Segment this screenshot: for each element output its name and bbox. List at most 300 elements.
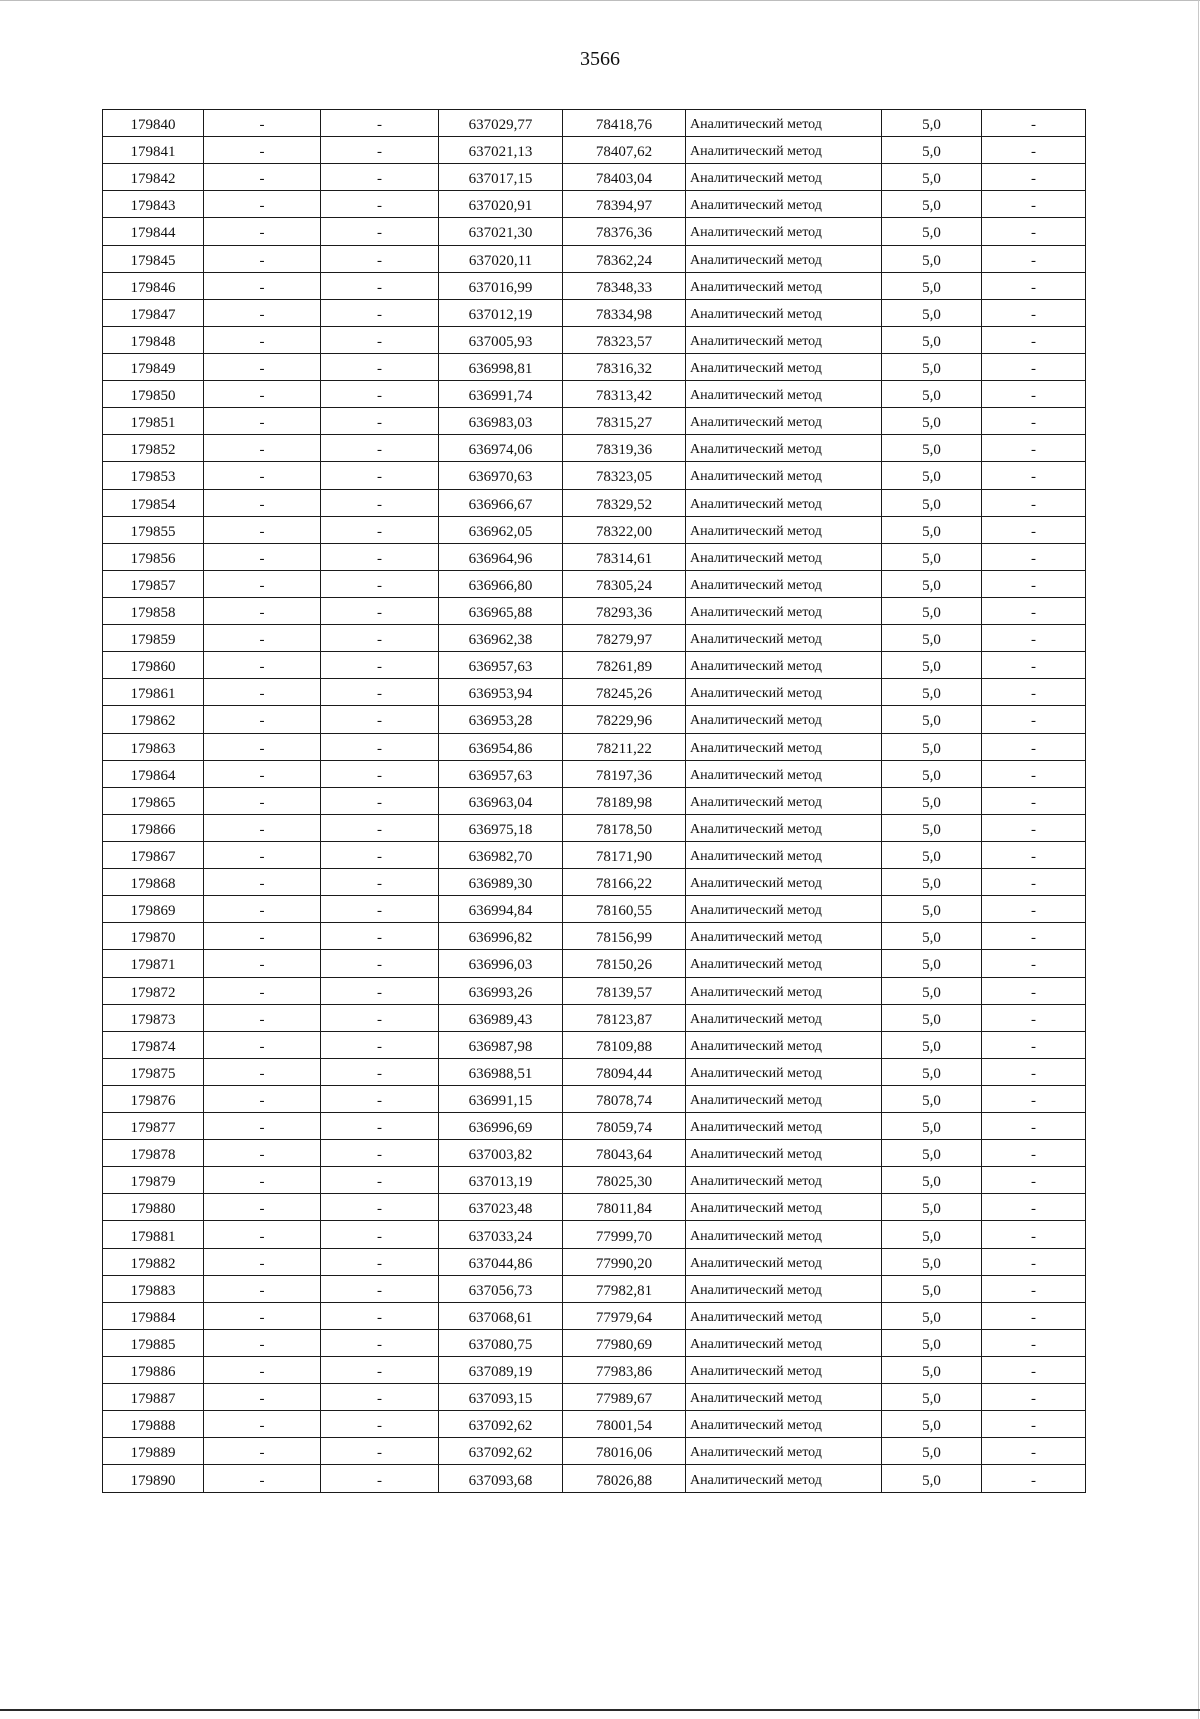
y-coordinate-cell: 78305,24 <box>563 570 686 597</box>
table-row <box>103 1275 1086 1302</box>
point-number-cell: 179887 <box>103 1384 204 1411</box>
description-cell: - <box>982 326 1086 353</box>
point-number-cell: 179847 <box>103 299 204 326</box>
point-number-cell: 179882 <box>103 1248 204 1275</box>
x-coordinate-cell: 637029,77 <box>439 110 563 137</box>
accuracy-cell: 5,0 <box>882 435 982 462</box>
x-coordinate-cell: 637044,86 <box>439 1248 563 1275</box>
point-number-cell: 179868 <box>103 869 204 896</box>
description-cell: - <box>982 299 1086 326</box>
dash-cell-a: - <box>204 1275 321 1302</box>
dash-cell-b: - <box>321 869 439 896</box>
table-row <box>103 679 1086 706</box>
x-coordinate-cell: 636994,84 <box>439 896 563 923</box>
y-coordinate-cell: 78078,74 <box>563 1085 686 1112</box>
description-cell: - <box>982 110 1086 137</box>
y-coordinate-cell: 78418,76 <box>563 110 686 137</box>
x-coordinate-cell: 636996,69 <box>439 1113 563 1140</box>
point-number-cell: 179842 <box>103 164 204 191</box>
y-coordinate-cell: 78094,44 <box>563 1058 686 1085</box>
accuracy-cell: 5,0 <box>882 543 982 570</box>
y-coordinate-cell: 78329,52 <box>563 489 686 516</box>
description-cell: - <box>982 652 1086 679</box>
dash-cell-a: - <box>204 923 321 950</box>
method-cell: Аналитический метод <box>686 625 882 652</box>
method-cell: Аналитический метод <box>686 706 882 733</box>
table-row <box>103 706 1086 733</box>
x-coordinate-cell: 636963,04 <box>439 787 563 814</box>
dash-cell-b: - <box>321 353 439 380</box>
accuracy-cell: 5,0 <box>882 841 982 868</box>
x-coordinate-cell: 637003,82 <box>439 1140 563 1167</box>
x-coordinate-cell: 636989,43 <box>439 1004 563 1031</box>
accuracy-cell: 5,0 <box>882 1248 982 1275</box>
dash-cell-b: - <box>321 1302 439 1329</box>
x-coordinate-cell: 636991,15 <box>439 1085 563 1112</box>
dash-cell-b: - <box>321 1221 439 1248</box>
table-row <box>103 1194 1086 1221</box>
x-coordinate-cell: 637020,91 <box>439 191 563 218</box>
table-row <box>103 896 1086 923</box>
y-coordinate-cell: 77983,86 <box>563 1357 686 1384</box>
point-number-cell: 179866 <box>103 814 204 841</box>
dash-cell-a: - <box>204 543 321 570</box>
description-cell: - <box>982 1167 1086 1194</box>
point-number-cell: 179841 <box>103 137 204 164</box>
y-coordinate-cell: 78315,27 <box>563 408 686 435</box>
table-row <box>103 543 1086 570</box>
y-coordinate-cell: 78160,55 <box>563 896 686 923</box>
x-coordinate-cell: 636965,88 <box>439 597 563 624</box>
table-row <box>103 1302 1086 1329</box>
dash-cell-a: - <box>204 652 321 679</box>
y-coordinate-cell: 78178,50 <box>563 814 686 841</box>
accuracy-cell: 5,0 <box>882 1438 982 1465</box>
x-coordinate-cell: 637023,48 <box>439 1194 563 1221</box>
point-number-cell: 179840 <box>103 110 204 137</box>
accuracy-cell: 5,0 <box>882 326 982 353</box>
dash-cell-a: - <box>204 869 321 896</box>
x-coordinate-cell: 637093,68 <box>439 1465 563 1492</box>
y-coordinate-cell: 77982,81 <box>563 1275 686 1302</box>
y-coordinate-cell: 78293,36 <box>563 597 686 624</box>
method-cell: Аналитический метод <box>686 1248 882 1275</box>
page-top-edge <box>0 0 1200 1</box>
accuracy-cell: 5,0 <box>882 1031 982 1058</box>
table-row <box>103 1329 1086 1356</box>
y-coordinate-cell: 78171,90 <box>563 841 686 868</box>
table-row <box>103 950 1086 977</box>
table-row <box>103 733 1086 760</box>
method-cell: Аналитический метод <box>686 191 882 218</box>
method-cell: Аналитический метод <box>686 1302 882 1329</box>
dash-cell-a: - <box>204 299 321 326</box>
method-cell: Аналитический метод <box>686 1357 882 1384</box>
dash-cell-a: - <box>204 1329 321 1356</box>
table-row <box>103 1113 1086 1140</box>
method-cell: Аналитический метод <box>686 787 882 814</box>
description-cell: - <box>982 408 1086 435</box>
method-cell: Аналитический метод <box>686 869 882 896</box>
x-coordinate-cell: 637092,62 <box>439 1411 563 1438</box>
accuracy-cell: 5,0 <box>882 1275 982 1302</box>
method-cell: Аналитический метод <box>686 245 882 272</box>
dash-cell-a: - <box>204 137 321 164</box>
method-cell: Аналитический метод <box>686 272 882 299</box>
dash-cell-a: - <box>204 1058 321 1085</box>
y-coordinate-cell: 78150,26 <box>563 950 686 977</box>
x-coordinate-cell: 636957,63 <box>439 760 563 787</box>
dash-cell-a: - <box>204 814 321 841</box>
description-cell: - <box>982 1140 1086 1167</box>
method-cell: Аналитический метод <box>686 923 882 950</box>
dash-cell-b: - <box>321 408 439 435</box>
point-number-cell: 179857 <box>103 570 204 597</box>
method-cell: Аналитический метод <box>686 326 882 353</box>
dash-cell-a: - <box>204 435 321 462</box>
accuracy-cell: 5,0 <box>882 218 982 245</box>
table-row <box>103 1248 1086 1275</box>
description-cell: - <box>982 1004 1086 1031</box>
method-cell: Аналитический метод <box>686 1465 882 1492</box>
method-cell: Аналитический метод <box>686 1194 882 1221</box>
accuracy-cell: 5,0 <box>882 896 982 923</box>
table-row <box>103 435 1086 462</box>
point-number-cell: 179885 <box>103 1329 204 1356</box>
method-cell: Аналитический метод <box>686 977 882 1004</box>
point-number-cell: 179875 <box>103 1058 204 1085</box>
table-row <box>103 570 1086 597</box>
dash-cell-a: - <box>204 326 321 353</box>
description-cell: - <box>982 1194 1086 1221</box>
y-coordinate-cell: 78323,05 <box>563 462 686 489</box>
x-coordinate-cell: 636987,98 <box>439 1031 563 1058</box>
dash-cell-b: - <box>321 218 439 245</box>
method-cell: Аналитический метод <box>686 1384 882 1411</box>
y-coordinate-cell: 77989,67 <box>563 1384 686 1411</box>
accuracy-cell: 5,0 <box>882 923 982 950</box>
x-coordinate-cell: 636996,03 <box>439 950 563 977</box>
method-cell: Аналитический метод <box>686 597 882 624</box>
y-coordinate-cell: 77980,69 <box>563 1329 686 1356</box>
dash-cell-b: - <box>321 896 439 923</box>
y-coordinate-cell: 78156,99 <box>563 923 686 950</box>
y-coordinate-cell: 78279,97 <box>563 625 686 652</box>
x-coordinate-cell: 636962,05 <box>439 516 563 543</box>
accuracy-cell: 5,0 <box>882 679 982 706</box>
dash-cell-b: - <box>321 516 439 543</box>
dash-cell-a: - <box>204 381 321 408</box>
point-number-cell: 179873 <box>103 1004 204 1031</box>
y-coordinate-cell: 78016,06 <box>563 1438 686 1465</box>
point-number-cell: 179856 <box>103 543 204 570</box>
y-coordinate-cell: 77979,64 <box>563 1302 686 1329</box>
y-coordinate-cell: 78316,32 <box>563 353 686 380</box>
dash-cell-a: - <box>204 1357 321 1384</box>
point-number-cell: 179844 <box>103 218 204 245</box>
table-row <box>103 652 1086 679</box>
accuracy-cell: 5,0 <box>882 245 982 272</box>
table-row <box>103 1411 1086 1438</box>
dash-cell-b: - <box>321 1004 439 1031</box>
y-coordinate-cell: 78166,22 <box>563 869 686 896</box>
y-coordinate-cell: 78229,96 <box>563 706 686 733</box>
description-cell: - <box>982 706 1086 733</box>
dash-cell-b: - <box>321 814 439 841</box>
x-coordinate-cell: 637013,19 <box>439 1167 563 1194</box>
table-row <box>103 760 1086 787</box>
point-number-cell: 179867 <box>103 841 204 868</box>
dash-cell-a: - <box>204 1113 321 1140</box>
point-number-cell: 179849 <box>103 353 204 380</box>
dash-cell-b: - <box>321 435 439 462</box>
dash-cell-b: - <box>321 923 439 950</box>
table-row <box>103 1031 1086 1058</box>
x-coordinate-cell: 636996,82 <box>439 923 563 950</box>
y-coordinate-cell: 78059,74 <box>563 1113 686 1140</box>
dash-cell-b: - <box>321 1113 439 1140</box>
dash-cell-b: - <box>321 1167 439 1194</box>
x-coordinate-cell: 636974,06 <box>439 435 563 462</box>
description-cell: - <box>982 272 1086 299</box>
x-coordinate-cell: 636954,86 <box>439 733 563 760</box>
x-coordinate-cell: 636982,70 <box>439 841 563 868</box>
description-cell: - <box>982 814 1086 841</box>
point-number-cell: 179869 <box>103 896 204 923</box>
dash-cell-b: - <box>321 137 439 164</box>
y-coordinate-cell: 78394,97 <box>563 191 686 218</box>
method-cell: Аналитический метод <box>686 733 882 760</box>
x-coordinate-cell: 636989,30 <box>439 869 563 896</box>
x-coordinate-cell: 637017,15 <box>439 164 563 191</box>
method-cell: Аналитический метод <box>686 218 882 245</box>
x-coordinate-cell: 637089,19 <box>439 1357 563 1384</box>
dash-cell-a: - <box>204 1302 321 1329</box>
y-coordinate-cell: 78011,84 <box>563 1194 686 1221</box>
accuracy-cell: 5,0 <box>882 1140 982 1167</box>
method-cell: Аналитический метод <box>686 1004 882 1031</box>
table-row <box>103 1167 1086 1194</box>
dash-cell-b: - <box>321 625 439 652</box>
dash-cell-a: - <box>204 625 321 652</box>
dash-cell-a: - <box>204 841 321 868</box>
x-coordinate-cell: 637092,62 <box>439 1438 563 1465</box>
dash-cell-a: - <box>204 733 321 760</box>
description-cell: - <box>982 137 1086 164</box>
description-cell: - <box>982 950 1086 977</box>
accuracy-cell: 5,0 <box>882 814 982 841</box>
description-cell: - <box>982 1384 1086 1411</box>
description-cell: - <box>982 977 1086 1004</box>
dash-cell-b: - <box>321 1194 439 1221</box>
method-cell: Аналитический метод <box>686 1113 882 1140</box>
method-cell: Аналитический метод <box>686 1058 882 1085</box>
dash-cell-b: - <box>321 299 439 326</box>
table-row <box>103 408 1086 435</box>
description-cell: - <box>982 218 1086 245</box>
method-cell: Аналитический метод <box>686 353 882 380</box>
point-number-cell: 179843 <box>103 191 204 218</box>
x-coordinate-cell: 636966,80 <box>439 570 563 597</box>
description-cell: - <box>982 1085 1086 1112</box>
point-number-cell: 179852 <box>103 435 204 462</box>
dash-cell-b: - <box>321 326 439 353</box>
point-number-cell: 179870 <box>103 923 204 950</box>
y-coordinate-cell: 78334,98 <box>563 299 686 326</box>
accuracy-cell: 5,0 <box>882 1221 982 1248</box>
x-coordinate-cell: 637080,75 <box>439 1329 563 1356</box>
description-cell: - <box>982 1031 1086 1058</box>
y-coordinate-cell: 78245,26 <box>563 679 686 706</box>
x-coordinate-cell: 637005,93 <box>439 326 563 353</box>
page-number: 3566 <box>580 48 620 70</box>
dash-cell-a: - <box>204 1221 321 1248</box>
point-number-cell: 179874 <box>103 1031 204 1058</box>
x-coordinate-cell: 636957,63 <box>439 652 563 679</box>
description-cell: - <box>982 869 1086 896</box>
dash-cell-a: - <box>204 1085 321 1112</box>
method-cell: Аналитический метод <box>686 1167 882 1194</box>
description-cell: - <box>982 489 1086 516</box>
table-row <box>103 191 1086 218</box>
dash-cell-b: - <box>321 272 439 299</box>
method-cell: Аналитический метод <box>686 896 882 923</box>
dash-cell-b: - <box>321 1465 439 1492</box>
table-row <box>103 299 1086 326</box>
dash-cell-b: - <box>321 164 439 191</box>
point-number-cell: 179879 <box>103 1167 204 1194</box>
x-coordinate-cell: 637033,24 <box>439 1221 563 1248</box>
table-row <box>103 1221 1086 1248</box>
accuracy-cell: 5,0 <box>882 1058 982 1085</box>
dash-cell-a: - <box>204 977 321 1004</box>
dash-cell-b: - <box>321 1329 439 1356</box>
point-number-cell: 179889 <box>103 1438 204 1465</box>
y-coordinate-cell: 77999,70 <box>563 1221 686 1248</box>
description-cell: - <box>982 1302 1086 1329</box>
description-cell: - <box>982 679 1086 706</box>
method-cell: Аналитический метод <box>686 516 882 543</box>
method-cell: Аналитический метод <box>686 1438 882 1465</box>
point-number-cell: 179855 <box>103 516 204 543</box>
dash-cell-a: - <box>204 1004 321 1031</box>
description-cell: - <box>982 435 1086 462</box>
dash-cell-b: - <box>321 1031 439 1058</box>
description-cell: - <box>982 733 1086 760</box>
dash-cell-a: - <box>204 110 321 137</box>
y-coordinate-cell: 78323,57 <box>563 326 686 353</box>
description-cell: - <box>982 760 1086 787</box>
point-number-cell: 179861 <box>103 679 204 706</box>
point-number-cell: 179845 <box>103 245 204 272</box>
method-cell: Аналитический метод <box>686 652 882 679</box>
accuracy-cell: 5,0 <box>882 299 982 326</box>
description-cell: - <box>982 1357 1086 1384</box>
x-coordinate-cell: 637012,19 <box>439 299 563 326</box>
point-number-cell: 179878 <box>103 1140 204 1167</box>
x-coordinate-cell: 637020,11 <box>439 245 563 272</box>
accuracy-cell: 5,0 <box>882 1411 982 1438</box>
description-cell: - <box>982 597 1086 624</box>
point-number-cell: 179859 <box>103 625 204 652</box>
dash-cell-a: - <box>204 706 321 733</box>
table-row <box>103 1384 1086 1411</box>
dash-cell-b: - <box>321 679 439 706</box>
y-coordinate-cell: 78319,36 <box>563 435 686 462</box>
method-cell: Аналитический метод <box>686 950 882 977</box>
dash-cell-b: - <box>321 1357 439 1384</box>
dash-cell-b: - <box>321 950 439 977</box>
dash-cell-a: - <box>204 245 321 272</box>
dash-cell-a: - <box>204 191 321 218</box>
x-coordinate-cell: 636983,03 <box>439 408 563 435</box>
dash-cell-b: - <box>321 787 439 814</box>
y-coordinate-cell: 78261,89 <box>563 652 686 679</box>
y-coordinate-cell: 78001,54 <box>563 1411 686 1438</box>
y-coordinate-cell: 78043,64 <box>563 1140 686 1167</box>
dash-cell-a: - <box>204 1465 321 1492</box>
dash-cell-b: - <box>321 1248 439 1275</box>
point-number-cell: 179851 <box>103 408 204 435</box>
dash-cell-a: - <box>204 896 321 923</box>
table-row <box>103 814 1086 841</box>
accuracy-cell: 5,0 <box>882 516 982 543</box>
y-coordinate-cell: 78376,36 <box>563 218 686 245</box>
x-coordinate-cell: 636975,18 <box>439 814 563 841</box>
method-cell: Аналитический метод <box>686 381 882 408</box>
accuracy-cell: 5,0 <box>882 733 982 760</box>
dash-cell-b: - <box>321 543 439 570</box>
accuracy-cell: 5,0 <box>882 110 982 137</box>
table-row <box>103 381 1086 408</box>
point-number-cell: 179858 <box>103 597 204 624</box>
accuracy-cell: 5,0 <box>882 1302 982 1329</box>
dash-cell-b: - <box>321 1085 439 1112</box>
dash-cell-a: - <box>204 1167 321 1194</box>
point-number-cell: 179862 <box>103 706 204 733</box>
point-number-cell: 179864 <box>103 760 204 787</box>
table-row <box>103 625 1086 652</box>
y-coordinate-cell: 78407,62 <box>563 137 686 164</box>
dash-cell-a: - <box>204 408 321 435</box>
table-row <box>103 1357 1086 1384</box>
table-row <box>103 1058 1086 1085</box>
dash-cell-b: - <box>321 760 439 787</box>
dash-cell-b: - <box>321 841 439 868</box>
description-cell: - <box>982 353 1086 380</box>
accuracy-cell: 5,0 <box>882 353 982 380</box>
description-cell: - <box>982 1329 1086 1356</box>
method-cell: Аналитический метод <box>686 1140 882 1167</box>
dash-cell-a: - <box>204 164 321 191</box>
dash-cell-b: - <box>321 381 439 408</box>
dash-cell-a: - <box>204 1438 321 1465</box>
y-coordinate-cell: 78314,61 <box>563 543 686 570</box>
table-row <box>103 110 1086 137</box>
point-number-cell: 179890 <box>103 1465 204 1492</box>
dash-cell-a: - <box>204 516 321 543</box>
dash-cell-a: - <box>204 760 321 787</box>
accuracy-cell: 5,0 <box>882 191 982 218</box>
table-row <box>103 516 1086 543</box>
dash-cell-b: - <box>321 652 439 679</box>
dash-cell-b: - <box>321 1438 439 1465</box>
y-coordinate-cell: 77990,20 <box>563 1248 686 1275</box>
dash-cell-b: - <box>321 462 439 489</box>
table-row <box>103 597 1086 624</box>
dash-cell-b: - <box>321 245 439 272</box>
dash-cell-b: - <box>321 1411 439 1438</box>
